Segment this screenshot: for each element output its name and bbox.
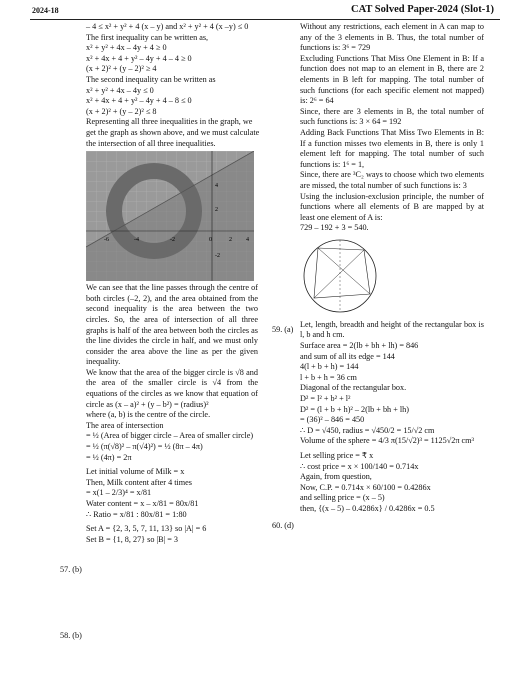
q57-number: 57. (b) (60, 565, 82, 574)
text-line: Water content = x – x/81 = 80x/81 (86, 499, 199, 508)
text-line: x² + y² + 4x – 4y ≤ 0 (86, 85, 154, 95)
page-number: 2024-18 (32, 6, 59, 15)
q60-number: 60. (d) (272, 521, 294, 530)
text-line: Let selling price = ₹ x (300, 451, 374, 460)
left-mid-text (86, 283, 258, 463)
text-line: We know that the area of the bigger circle is √8 and the area of the smaller circle is √4 from the equations of the circles as we know that equation of circle as (x – a)² + (y – b²) = (radius)² (86, 367, 258, 409)
text-line: We can see that the line passes through the centre of both circles (–2, 2), and the area obtained from the second inequality is the area between the two circles. So, the area of intersection of all three graphs is half of the area between both the circles as the line divides the circle in half, and we must only consider the area above the line as per the given inequality. (86, 283, 258, 367)
header-rule (30, 19, 500, 20)
text-line: The area of intersection (86, 420, 164, 430)
text-line: (x + 2)² + (y – 2)² ≥ 4 (86, 64, 157, 74)
text-line: Now, C.P. = 0.714x × 60/100 = 0.4286x (300, 482, 431, 492)
q59-number: 59. (a) (272, 325, 294, 334)
text-line: (x + 2)² + (y – 2)² ≤ 8 (86, 106, 157, 116)
text-line: = x(1 – 2/3)⁴ = x/81 (86, 488, 152, 498)
text-line: The first inequality can be written as, (86, 32, 209, 42)
tick-label: 4 (246, 237, 249, 244)
text-line: Again, from question, (300, 472, 372, 482)
text-line: Diagonal of the rectangular box. (300, 383, 407, 393)
tick-label: 0 (209, 237, 212, 244)
text-line: Representing all three inequalities in the graph, we (86, 117, 253, 127)
text-line: Volume of the sphere = 4/3 π(15/√2)³ = 1125√2π cm³ (300, 436, 474, 446)
text-line: get the graph as shown above, and we must calculate (86, 127, 260, 137)
text-line: Let, length, breadth and height of the rectangular box is l, b and h cm. (300, 319, 484, 340)
text-line: and selling price = (x – 5) (300, 493, 385, 503)
text-line: Adding Back Functions That Miss Two Elements in B: If a function misses two elements in B, there is only 1 element left for mapping. The total number of such functions is: 1⁶ = 1, (300, 127, 484, 169)
text-line: D² = l² + b² + l² (300, 394, 351, 404)
text-line: Set A = {2, 3, 5, 7, 11, 13} so |A| = 6 (86, 524, 207, 534)
text-line: = ½ (π(√8)² – π(√4)²) = ½ (8π – 4π) (86, 442, 203, 452)
tick-label: -6 (104, 237, 109, 244)
text-line: = ½ (Area of bigger circle – Area of smaller circle) (86, 431, 254, 441)
text-line: Then, Milk content after 4 times (86, 477, 192, 487)
text-line: then, {(x – 5) – 0.4286x} / 0.4286x = 0.5 (300, 503, 435, 513)
text-line: 729 – 192 + 3 = 540. (300, 223, 369, 233)
text-line: ∴ cost price = x × 100/140 = 0.714x (300, 461, 419, 471)
tick-label: 2 (229, 237, 232, 244)
question-60-block (300, 451, 484, 515)
page-title: CAT Solved Paper-2024 (Slot-1) (350, 4, 494, 15)
text-line: x² + y² + 4x – 4y + 4 ≥ 0 (86, 43, 167, 53)
text-line: where (a, b) is the centre of the circle. (86, 410, 211, 420)
text-line: = (36)² – 846 = 450 (300, 415, 365, 425)
text-line: x² + 4x + 4 + y² – 4y + 4 – 8 ≤ 0 (86, 96, 192, 106)
graph-svg (86, 151, 254, 281)
q58-number: 58. (b) (60, 631, 82, 640)
text-line: D² = (l + b + h)² – 2(lb + bh + lh) (300, 404, 409, 414)
text-line: Using the inclusion-exclusion principle, the number of functions where all elements of B are mapped by at least one element of A is: (300, 191, 484, 222)
text-line: Let initial volume of Milk = x (86, 467, 185, 477)
text-line: and sum of all its edge = 144 (300, 351, 395, 361)
sphere-box-figure (300, 236, 420, 316)
tick-label: 4 (215, 183, 218, 190)
right-top-text (300, 22, 484, 234)
text-line: – 4 ≤ x² + y² + 4 (x – y) and x² + y² + 4 (x –y) ≤ 0 (86, 22, 249, 31)
right-column (300, 22, 484, 515)
tick-label: -2 (215, 253, 220, 260)
text-line: l + b + h = 36 cm (300, 372, 357, 382)
text-line: Set B = {1, 8, 27} so |B| = 3 (86, 534, 179, 544)
inequality-graph (86, 151, 254, 281)
left-column (86, 22, 258, 545)
text-line: The second inequality can be written as (86, 74, 216, 84)
text-line: the intersection of all three inequalities. (86, 138, 216, 148)
left-top-text (86, 22, 258, 149)
text-line: x² + 4x + 4 + y² – 4y + 4 – 4 ≥ 0 (86, 53, 192, 63)
tick-label: -4 (134, 237, 139, 244)
text-line: = ½ (4π) = 2π (86, 452, 132, 462)
text-line: 4(l + b + h) = 144 (300, 362, 359, 372)
text-line: Excluding Functions That Miss One Element in B: If a function does not map to an element in B, there are 2 elements in B left for mapping. The total number of such functions (for each specific element not mapped) is: 2⁶ = 64 (300, 53, 484, 106)
tick-label: 2 (215, 207, 218, 214)
text-line: Without any restrictions, each element in A can map to any of the 3 elements in B. Thus, the total number of functions is: 3⁶ = 729 (300, 22, 484, 53)
text-line: Since, there are 3 elements in B, the total number of such functions is: 3 × 64 = 192 (300, 106, 484, 127)
text-line: Since, there are ³C₂ ways to choose which two elements are missed, the total number of such functions is: 3 (300, 170, 484, 190)
question-58-block (86, 524, 258, 545)
text-line: Surface area = 2(lb + bh + lh) = 846 (300, 341, 419, 351)
text-line: ∴ Ratio = x/81 : 80x/81 = 1:80 (86, 509, 187, 519)
question-57-block (86, 467, 258, 520)
circle-svg (300, 236, 420, 316)
question-59-block (300, 320, 484, 447)
text-line: ∴ D = √450, radius = √450/2 = 15/√2 cm (300, 425, 435, 435)
tick-label: -2 (170, 237, 175, 244)
